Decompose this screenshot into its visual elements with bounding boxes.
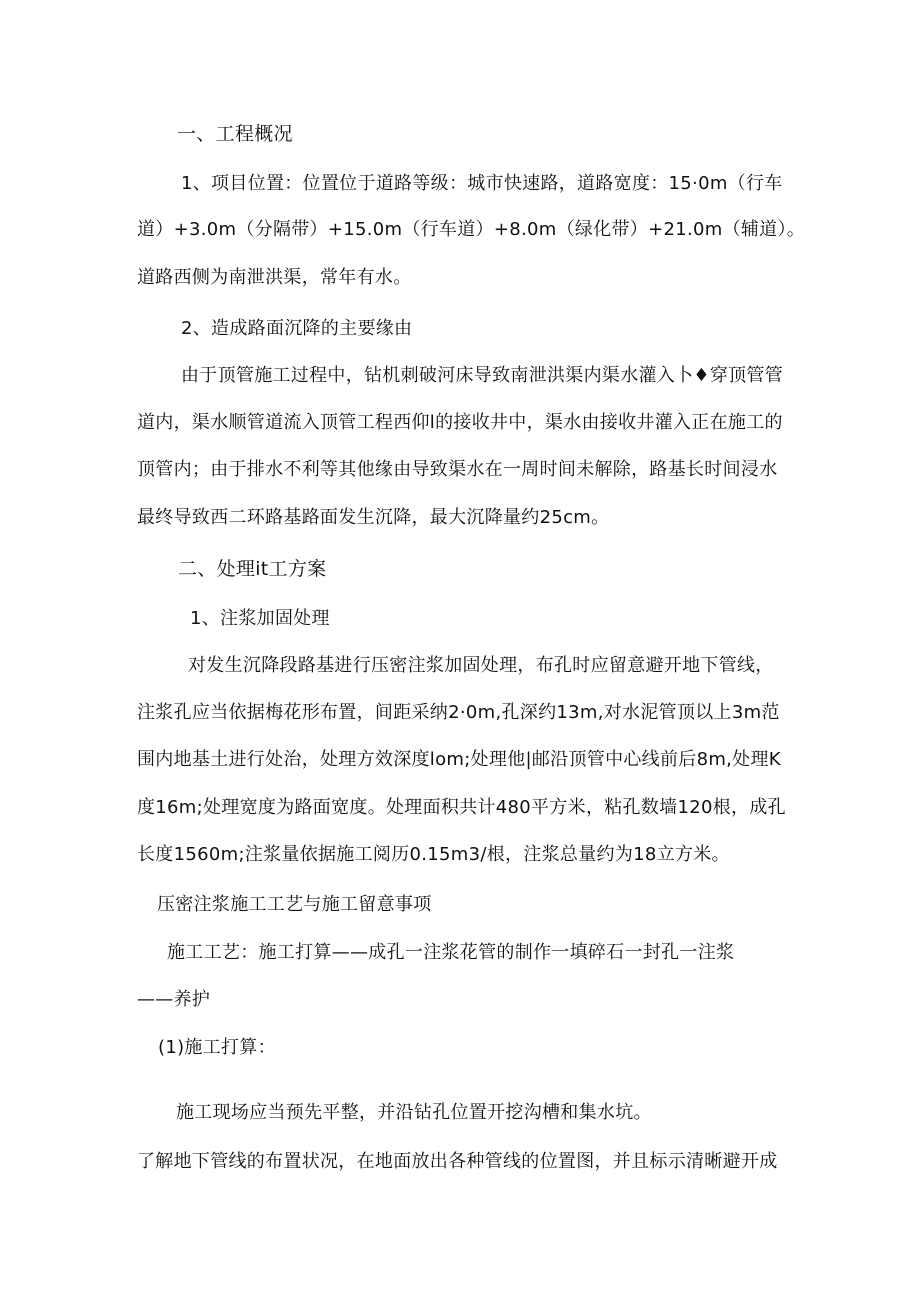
item2-line4: 最终导致西二环路基路面发生沉降，最大沉降量约25cm。 [137,507,610,528]
step1-line1: 施工现场应当预先平整，并沿钻孔位置开挖沟槽和集水坑。 [176,1102,652,1123]
process-line2: ——养护 [137,989,211,1010]
grouting-line4: 度16m;处理宽度为路面宽度。处理面积共计480平方米，粘孔数墙120根，成孔 [137,797,786,818]
item1-line1: 1、项目位置：位置位于道路等级：城市快速路，道路宽度：15·0m（行车 [181,173,783,194]
step1-heading: (1)施工打算： [158,1037,276,1058]
step1-line2: 了解地下管线的布置状况，在地面放出各种管线的位置图，并且标示清晰避开成 [137,1151,778,1172]
item2-line1: 由于顶管施工过程中，钻机刺破河床导致南泄洪渠内渠水灌入卜♦穿顶管管 [181,365,784,386]
item1-line2: 道）+3.0m（分隔带）+15.0m（行车道）+8.0m（绿化带）+21.0m（辅道）。 [137,219,806,240]
section1-heading: 一、工程概况 [177,123,293,145]
item2-line3: 顶管内；由于排水不利等其他缘由导致渠水在一周时间未解除，路基长时间浸水 [137,459,778,480]
section2-heading: 二、处理it工方案 [178,558,327,580]
technique-subtitle: 压密注浆施工工艺与施工留意事项 [157,894,432,915]
item1-line3: 道路西侧为南泄洪渠，常年有水。 [137,267,412,288]
item2-heading: 2、造成路面沉降的主要缘由 [181,318,413,339]
grouting-line1: 对发生沉降段路基进行压密注浆加固处理，布孔时应留意避开地下管线， [188,655,774,676]
process-line1: 施工工艺：施工打算——成孔一注浆花管的制作一填碎石一封孔一注浆 [167,942,735,963]
item2-line2: 道内，渠水顺管道流入顶管工程西仰l的接收井中，渠水由接收井灌入正在施工的 [137,412,783,433]
grouting-line2: 注浆孔应当依据梅花形布置，间距采纳2·0m,孔深约13m,对水泥管顶以上3m范 [137,702,780,723]
grouting-heading: 1、注浆加固处理 [190,608,330,629]
grouting-line5: 长度1560m;注浆量依据施工阅历0.15m3/根，注浆总量约为18立方米。 [137,844,730,865]
grouting-line3: 围内地基土进行处治，处理方效深度lom;处理他|邮沿顶管中心线前后8m,处理K [137,749,781,770]
